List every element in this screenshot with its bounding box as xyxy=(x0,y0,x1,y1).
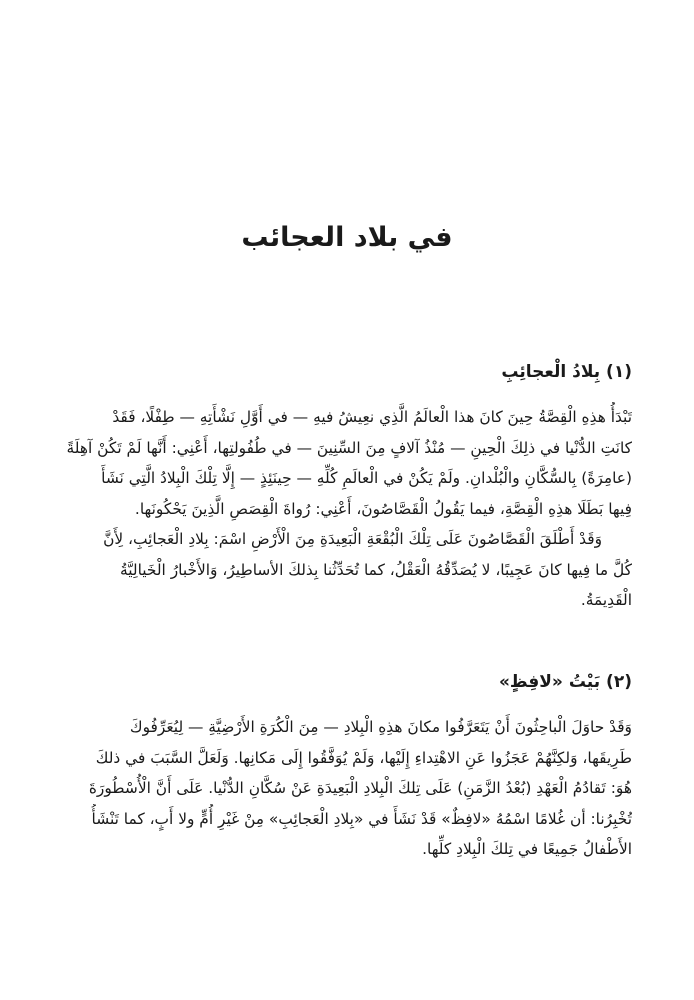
text-line: هُوَ: تَقادُمُ الْعَهْدِ (بُعْدُ الزَّمَنِ) عَلَى تِلكَ الْبِلادِ الْبَعِيدَةِ عَنْ سُكَّانِ الدُّنْيا. عَلَى أَنَّ الْأُسْطُورَةَ xyxy=(88,779,632,798)
section-heading-1: (١) بِلادُ الْعجائِبِ xyxy=(501,362,632,382)
text-line: تُخْبِرُنا: أن غُلامًا اسْمُهُ «لافِظٌ» قَدْ نَشَأَ في «بِلادِ الْعَجائِبِ» مِنْ غَيْرِ أُمٍّ ولا أَبٍ، كما تَنْشَأُ xyxy=(91,809,632,828)
text-line: فِيها بَطَلَا هذِهِ الْقِصَّةِ، فيما يَقُولُ الْقَصَّاصُونَ، أَعْنِي: رُواةَ الْقِصَصِ الَّذِينَ يَحْكُونَها. xyxy=(134,499,632,518)
section2-paragraph-1 xyxy=(62,712,632,865)
text-line: وَقَدْ حاوَلَ الْباحِثُونَ أَنْ يَتَعَرَّفُوا مكانَ هذِهِ الْبِلادِ — مِنَ الْكُرَةِ الأَرْضِيَّةِ — لِيُعَرِّفُوكَ xyxy=(129,718,632,736)
section1-paragraph-1 xyxy=(62,402,632,524)
text-line: وَقَدْ أَطْلَقَ الْقَصَّاصُونَ عَلَى تِلْكَ الْبُقْعَةِ الْبَعِيدَةِ مِنَ الْأَرْضِ اسْمَ: بِلادِ الْعَجائِبِ، لِأَنَّ xyxy=(103,530,602,548)
text-line: (عامِرَةً) بِالسُّكَّانِ والْبُلْدانِ. ولَمْ يَكُنْ في الْعالَمِ كُلِّهِ — حِينَئِذٍ — إِلَّا تِلْكَ الْبِلادُ الَّتِي نَشَأَ xyxy=(101,469,632,488)
text-line: طَرِيقَها، وَلكِنَّهُمْ عَجَزُوا عَنِ الاهْتِداءِ إِلَيْها، وَلَمْ يُوَفَّقُوا إِلَى مَكانِها. وَلَعَلَّ السَّبَبَ في ذلكَ xyxy=(95,748,632,767)
section-heading-2: (٢) بَيْتُ «لافِظٍ» xyxy=(498,672,632,692)
text-line: كانَتِ الدُّنْيا في ذلِكَ الْحِينِ — مُنْذُ آلافٍ مِنَ السِّنِينَ — في طُفُولتِها، أَعْنِي: أَنَّها لَمْ تَكُنْ آهِلَةً xyxy=(66,438,632,457)
text-line: كُلَّ ما فِيها كانَ عَجِيبًا، لا يُصَدِّقُهُ الْعَقْلُ، كما تُحَدِّثُنا بِذلكَ الأساطِيرُ، وَالأَخْبارُ الْخَيالِيَّةُ xyxy=(119,560,632,579)
text-line: الأَطْفالُ جَمِيعًا في تِلكَ الْبِلادِ كلِّها. xyxy=(422,840,632,859)
section1-paragraph-2 xyxy=(62,524,632,616)
text-line: تَبْدَأُ هذِهِ الْقِصَّةُ حِينَ كانَ هذا الْعالَمُ الَّذِي نعِيشُ فيهِ — في أَوَّلِ نَشْأَتِهِ — طِفْلًا، فَقَدْ xyxy=(112,408,632,426)
text-line: الْقَدِيمَةُ. xyxy=(580,591,632,610)
chapter-title: في بلاد العجائب xyxy=(241,222,453,253)
